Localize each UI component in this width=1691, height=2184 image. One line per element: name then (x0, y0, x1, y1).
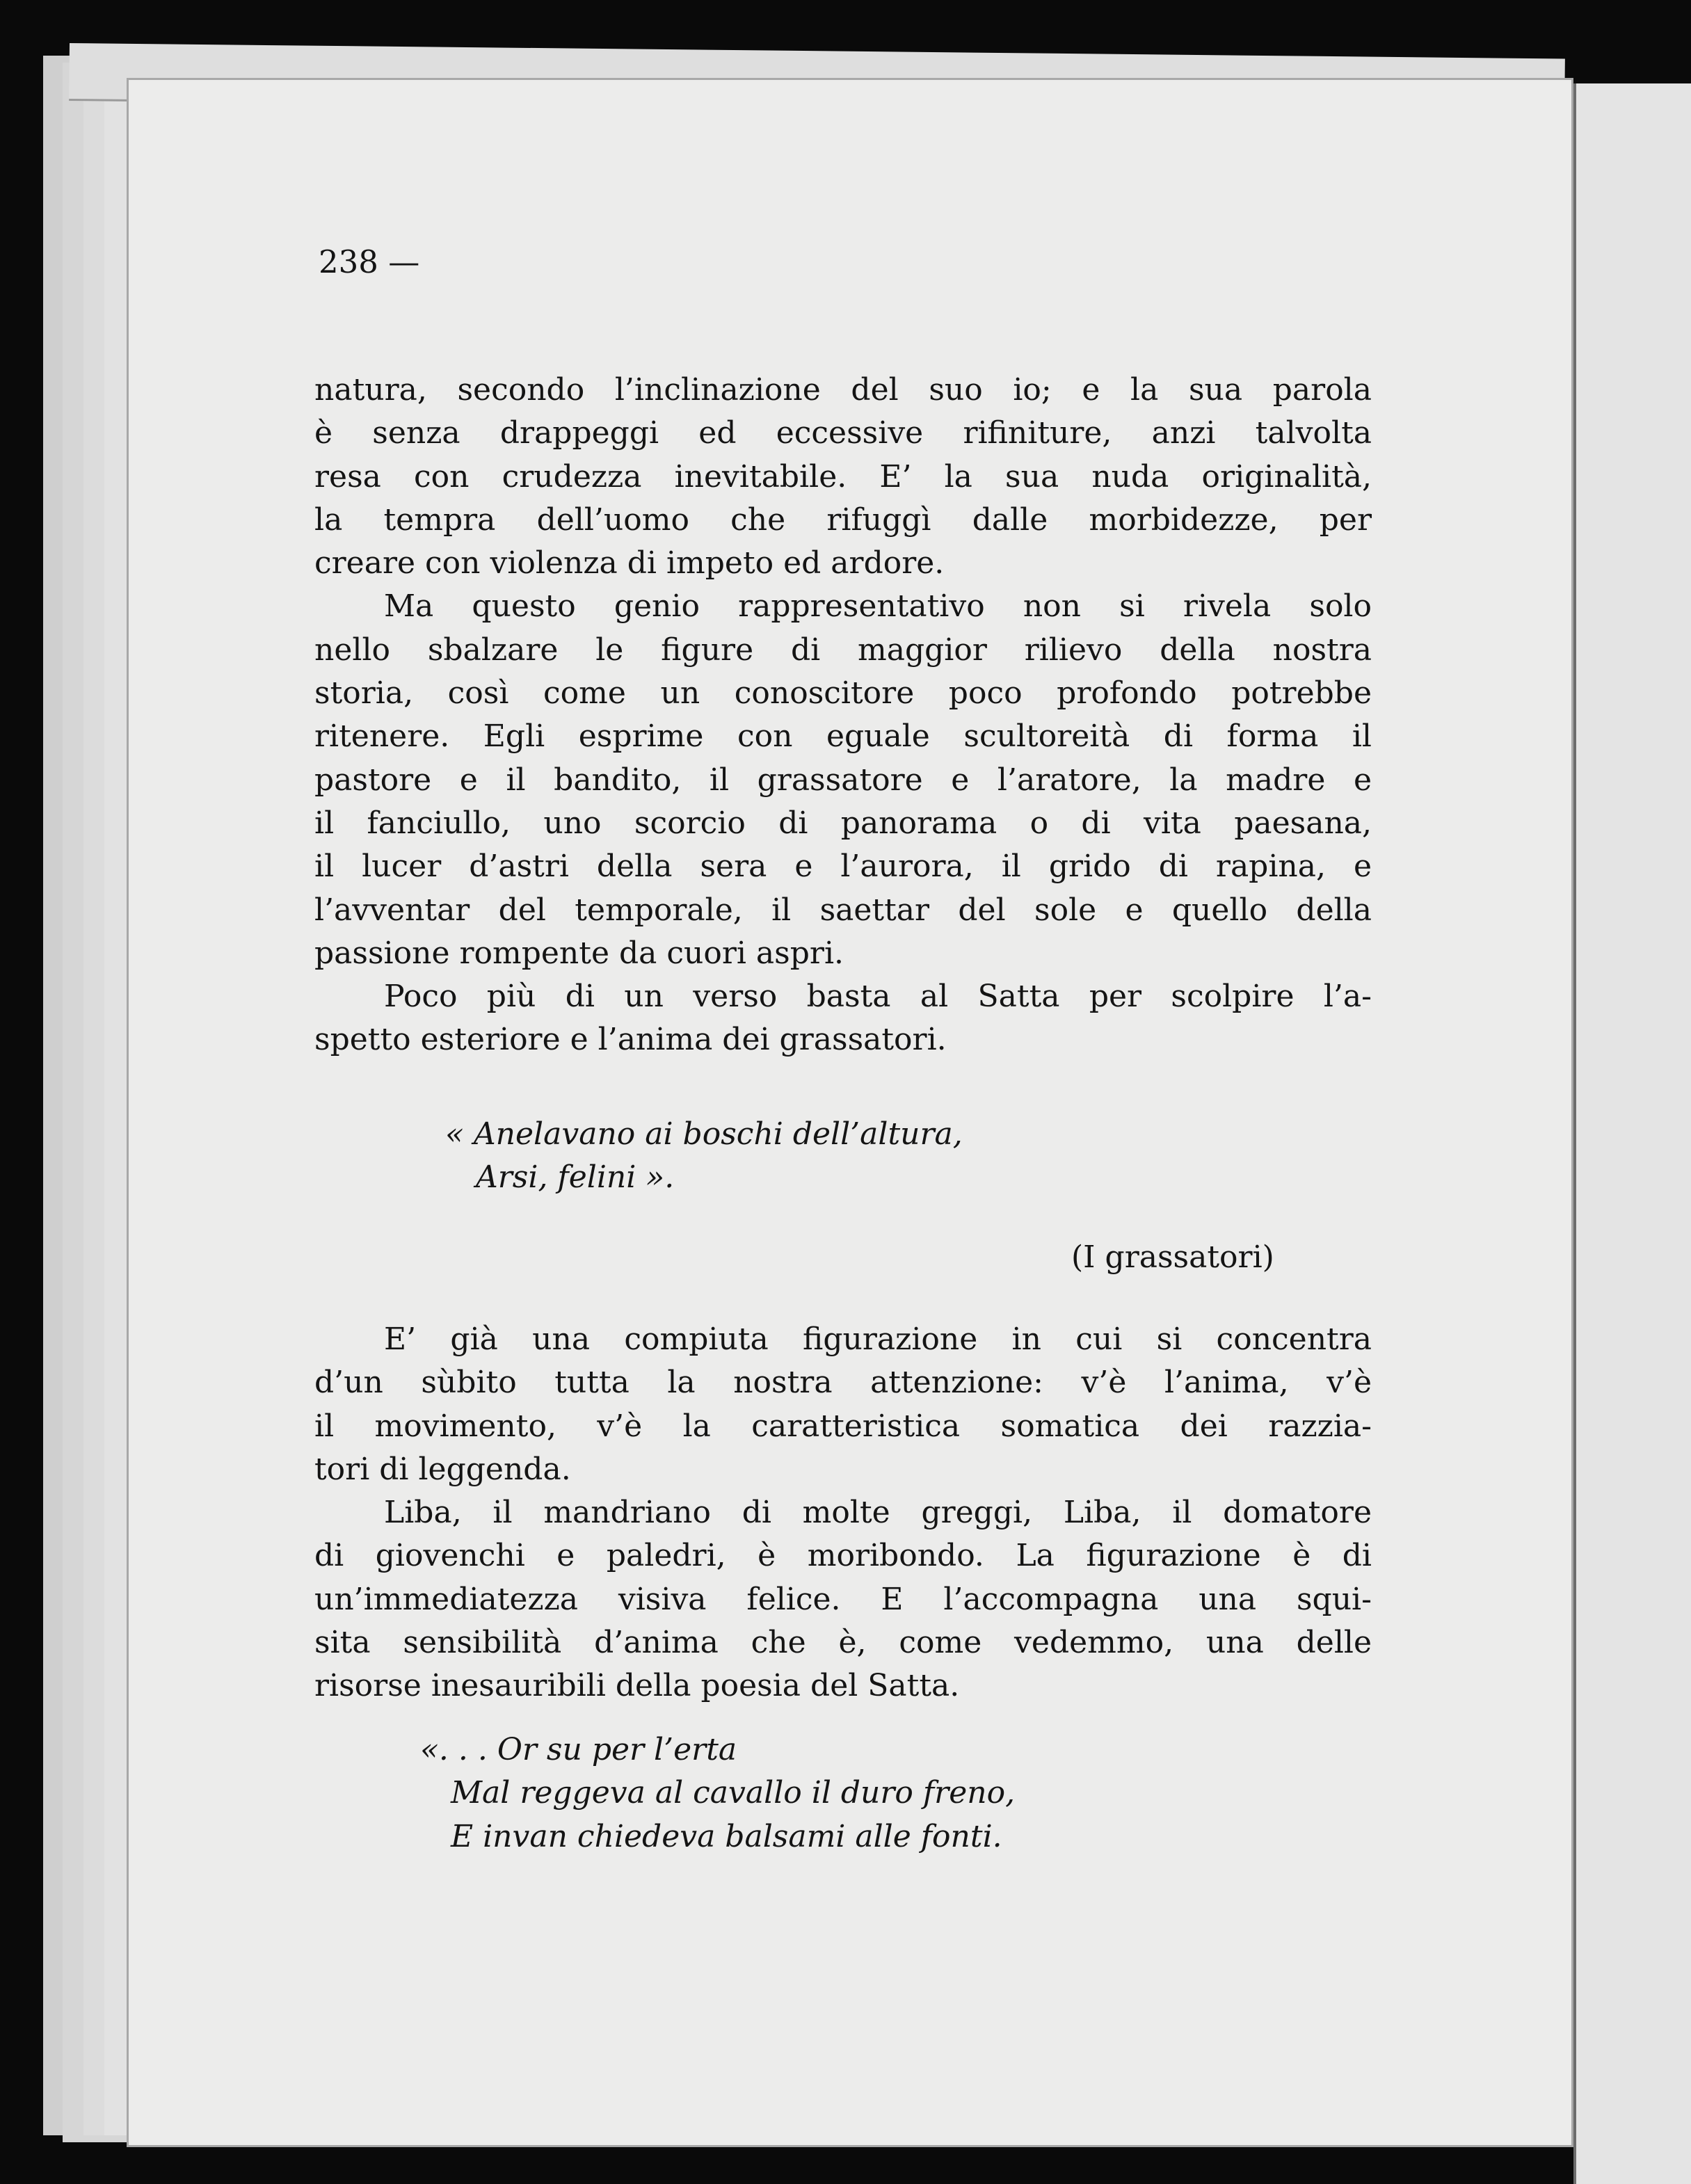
verse-line: Mal reggeva al cavallo il duro freno, (451, 1775, 1016, 1811)
facing-page-edge (1573, 83, 1691, 2184)
paragraph-block-1 (314, 369, 1372, 1062)
text-line: l’avventar del temporale, il saettar del sole e quello della (314, 892, 1372, 928)
text-line: storia, così come un conoscitore poco profondo potrebbe (314, 675, 1372, 712)
text-line: spetto esteriore e l’anima dei grassatori. (314, 1022, 947, 1058)
text-line: resa con crudezza inevitabile. E’ la sua nuda originalità, (314, 458, 1372, 495)
text-line: E’ già una compiuta figurazione in cui si concentra (384, 1322, 1372, 1357)
text-line: un’immediatezza visiva felice. E l’accompagna una squi- (314, 1581, 1372, 1617)
verse-line: « Anelavano ai boschi dell’altura, (445, 1116, 963, 1152)
text-line: la tempra dell’uomo che rifuggì dalle morbidezze, per (314, 501, 1372, 538)
verse-line: Arsi, felini ». (476, 1159, 675, 1196)
text-line: tori di leggenda. (314, 1451, 571, 1487)
text-line: il fanciullo, uno scorcio di panorama o di vita paesana, (314, 805, 1372, 841)
paragraph-block-2 (314, 1318, 1372, 1708)
verse-source: (I grassatori) (1071, 1239, 1274, 1275)
text-line: d’un sùbito tutta la nostra attenzione: v’è l’anima, v’è (314, 1365, 1372, 1401)
verse-quote-2 (420, 1728, 1015, 1858)
text-line: Liba, il mandriano di molte greggi, Liba, il domatore (384, 1495, 1372, 1531)
verse-line: E invan chiedeva balsami alle fonti. (451, 1818, 1002, 1854)
text-line: è senza drappeggi ed eccessive rifiniture, anzi talvolta (314, 415, 1372, 451)
verse-quote-1 (445, 1113, 963, 1200)
text-line: Ma questo genio rappresentativo non si rivela solo (384, 588, 1372, 625)
text-line: il movimento, v’è la caratteristica somatica dei razzia- (314, 1408, 1372, 1444)
text-line: nello sbalzare le figure di maggior rilievo della nostra (314, 632, 1372, 668)
text-line: pastore e il bandito, il grassatore e l’aratore, la madre e (314, 762, 1372, 798)
verse-line: «. . . Or su per l’erta (420, 1732, 737, 1767)
text-line: di giovenchi e paledri, è moribondo. La figurazione è di (314, 1538, 1372, 1574)
text-line: Poco più di un verso basta al Satta per scolpire l’a- (384, 979, 1372, 1015)
text-line: risorse inesauribili della poesia del Satta. (314, 1668, 960, 1704)
text-line: ritenere. Egli esprime con eguale scultoreità di forma il (314, 718, 1372, 755)
text-line: sita sensibilità d’anima che è, come vedemmo, una delle (314, 1625, 1372, 1661)
text-line: passione rompente da cuori aspri. (314, 935, 844, 971)
text-line: il lucer d’astri della sera e l’aurora, il grido di rapina, e (314, 849, 1372, 885)
page-number: 238 — (319, 243, 420, 280)
text-line: natura, secondo l’inclinazione del suo io; e la sua parola (314, 372, 1372, 408)
text-line: creare con violenza di impeto ed ardore. (314, 545, 945, 581)
